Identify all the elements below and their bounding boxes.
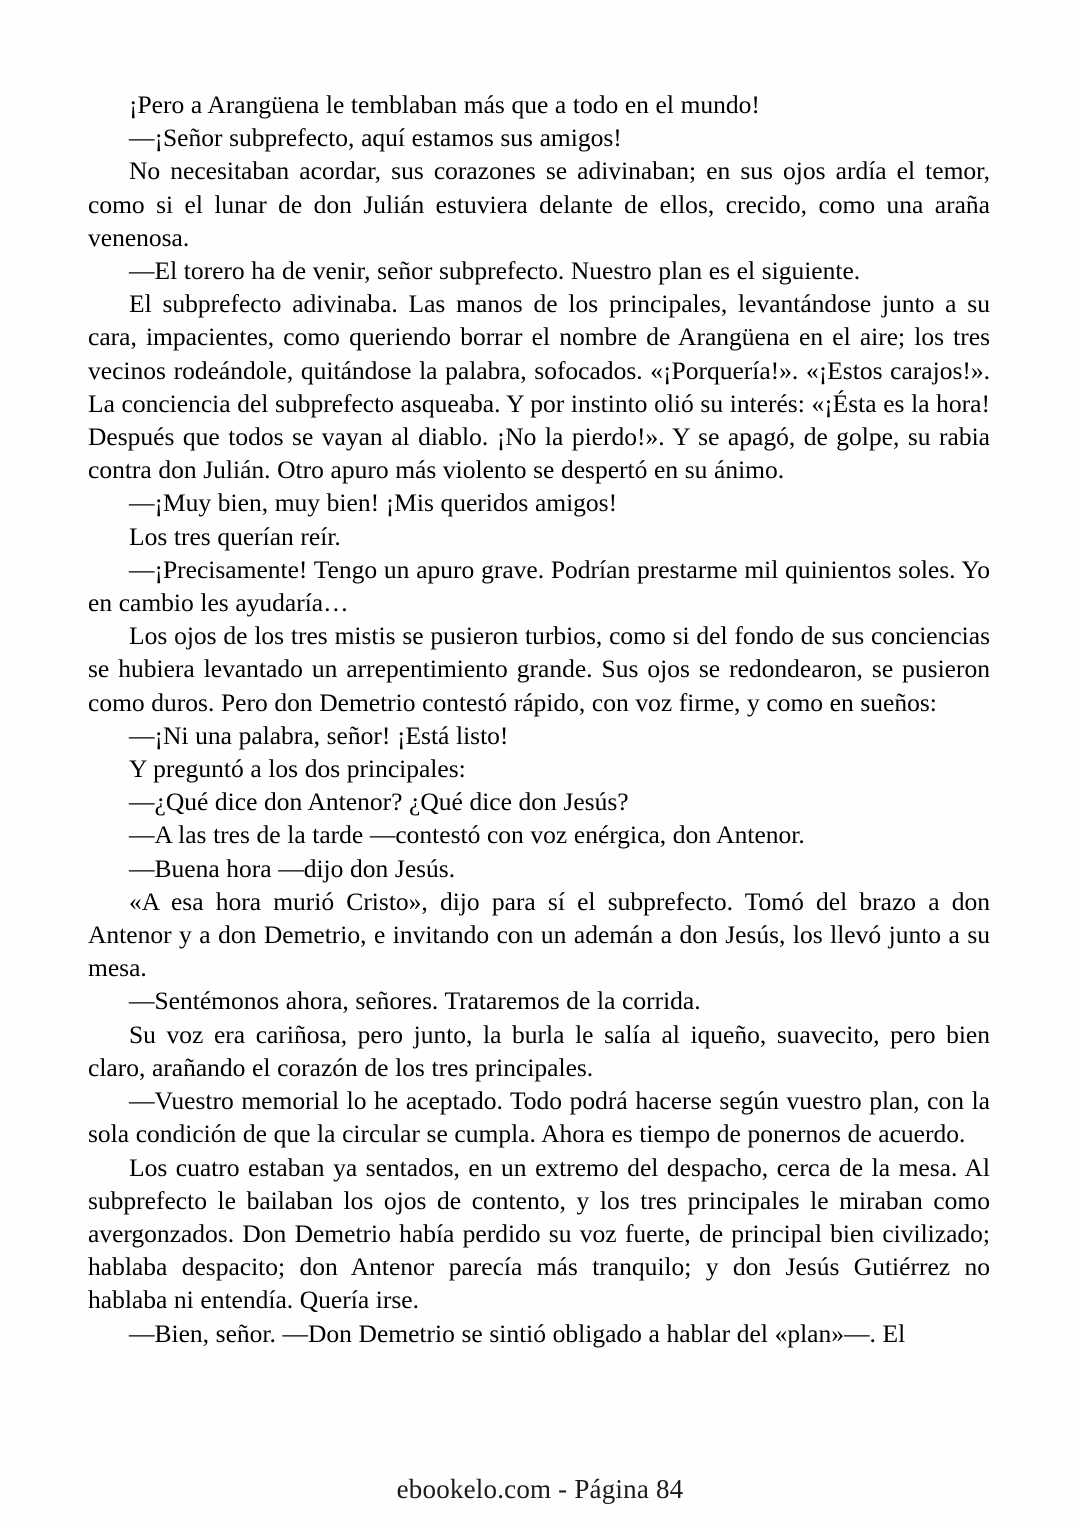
- paragraph: No necesitaban acordar, sus corazones se adivinaban; en sus ojos ardía el temor, como si el lunar de don Julián estuviera delante de ellos, crecido, como una araña venenosa.: [88, 156, 990, 252]
- paragraph: «A esa hora murió Cristo», dijo para sí el subprefecto. Tomó del brazo a don Antenor y a don Demetrio, e invitando con un ademán a don Jesús, los llevó junto a su mesa.: [88, 886, 990, 983]
- paragraph: Los ojos de los tres mistis se pusieron turbios, como si del fondo de sus conciencias se hubiera levantado un arrepentimiento grande. Sus ojos se redondearon, se pusieron como duros. Pero don Demetrio contestó rápido, con voz firme, y como en sueños:: [88, 621, 990, 717]
- paragraph: —A las tres de la tarde —contestó con voz enérgica, don Antenor.: [129, 820, 805, 850]
- paragraph: —Bien, señor. —Don Demetrio se sintió obligado a hablar del «plan»—. El: [129, 1318, 906, 1348]
- paragraph: —¡Ni una palabra, señor! ¡Está listo!: [129, 720, 509, 750]
- paragraph: —¡Precisamente! Tengo un apuro grave. Podrían prestarme mil quinientos soles. Yo en cambio les ayudaría…: [88, 554, 990, 618]
- page-text-column: [88, 88, 990, 1350]
- paragraph: —Sentémonos ahora, señores. Trataremos de la corrida.: [129, 986, 701, 1016]
- paragraph: —¿Qué dice don Antenor? ¿Qué dice don Jesús?: [129, 787, 629, 817]
- paragraph: ¡Pero a Arangüena le temblaban más que a todo en el mundo!: [129, 90, 760, 119]
- paragraph: Los cuatro estaban ya sentados, en un extremo del despacho, cerca de la mesa. Al subprefecto le bailaban los ojos de contento, y los tres principales le miraban como avergonzados. Don Demetrio había perdido su voz fuerte, de principal bien civilizado; hablaba despacito; don Antenor parecía más tranquilo; y don Jesús Gutiérrez no hablaba ni entendía. Quería irse.: [88, 1152, 990, 1315]
- page-footer: ebookelo.com - Página 84: [396, 1474, 684, 1504]
- paragraph: Su voz era cariñosa, pero junto, la burla le salía al iqueño, suavecito, pero bien claro, arañando el corazón de los tres principales.: [88, 1019, 990, 1082]
- paragraph: —Vuestro memorial lo he aceptado. Todo podrá hacerse según vuestro plan, con la sola condición de que la circular se cumpla. Ahora es tiempo de ponernos de acuerdo.: [88, 1086, 990, 1149]
- paragraph: —El torero ha de venir, señor subprefecto. Nuestro plan es el siguiente.: [129, 256, 861, 286]
- paragraph: Los tres querían reír.: [129, 521, 341, 551]
- paragraph: El subprefecto adivinaba. Las manos de los principales, levantándose junto a su cara, impacientes, como queriendo borrar el nombre de Arangüena en el aire; los tres vecinos rodeándole, quitándose la palabra, sofocados. «¡Porquería!». «¡Estos carajos!». La conciencia del subprefecto asqueaba. Y por instinto olió su interés: «¡Ésta es la hora! Después que todos se vayan al diablo. ¡No la pierdo!». Y se apagó, de golpe, su rabia contra don Julián. Otro apuro más violento se despertó en su ánimo.: [88, 289, 990, 485]
- paragraph: —¡Muy bien, muy bien! ¡Mis queridos amigos!: [129, 488, 618, 518]
- paragraph: —Buena hora —dijo don Jesús.: [129, 853, 456, 883]
- paragraph: Y preguntó a los dos principales:: [129, 754, 466, 784]
- paragraph: —¡Señor subprefecto, aquí estamos sus amigos!: [129, 123, 622, 153]
